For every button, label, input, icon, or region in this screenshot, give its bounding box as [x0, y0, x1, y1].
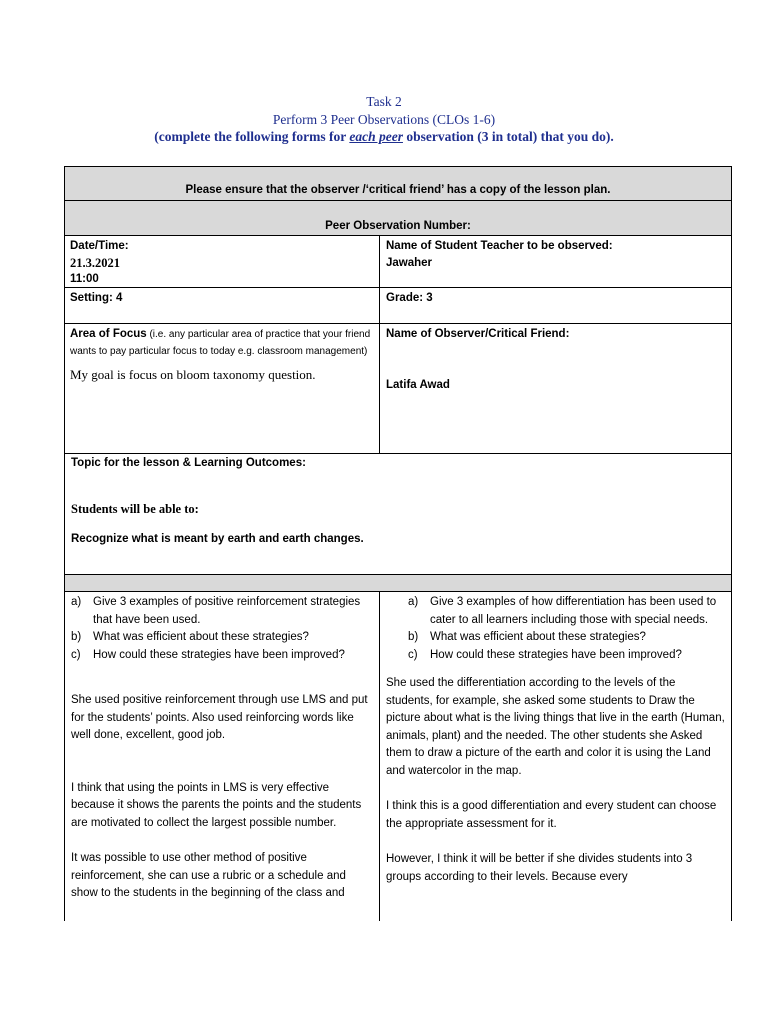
setting-grade-row: [65, 288, 731, 324]
differentiation-cell: [380, 592, 731, 921]
setting-cell: [65, 288, 380, 323]
task-subtitle: Perform 3 Peer Observations (CLOs 1-6): [272, 111, 496, 127]
differentiation-answer-3[interactable]: However, I think it will be better if she divides students into 3 groups according to their levels. Because every: [386, 853, 693, 883]
time-value[interactable]: 11:00: [70, 273, 99, 285]
grade-label: Grade: 3: [386, 292, 433, 304]
students-able-label: Students will be able to:: [71, 502, 199, 516]
focus-cell: [65, 324, 380, 453]
date-value[interactable]: 21.3.2021: [70, 256, 120, 270]
observer-label: Name of Observer/Critical Friend:: [386, 328, 570, 340]
task-title: Task 2: [366, 94, 402, 109]
observer-cell: [380, 324, 731, 453]
student-teacher-cell: [380, 236, 731, 287]
student-teacher-label: Name of Student Teacher to be observed:: [386, 240, 613, 252]
document-header: [0, 93, 768, 146]
peer-observation-form: [64, 166, 732, 921]
datetime-teacher-row: [65, 236, 731, 288]
reinforcement-cell: [65, 592, 380, 921]
reinforcement-questions: [71, 594, 373, 664]
reinforcement-answer-3[interactable]: It was possible to use other method of positive reinforcement, she can use a rubric or a schedule and show to the students in the beginning of the class and: [71, 852, 346, 899]
focus-observer-row: [65, 324, 731, 454]
question-item: a) Give 3 examples of positive reinforcement strategies that have been used.: [71, 596, 361, 626]
focus-value[interactable]: My goal is focus on bloom taxonomy question.: [70, 367, 316, 382]
student-teacher-value[interactable]: Jawaher: [386, 257, 433, 269]
reflection-row: [65, 592, 731, 921]
observation-number-row: [65, 201, 731, 236]
question-item: c) How could these strategies have been improved?: [71, 648, 345, 661]
observer-value[interactable]: Latifa Awad: [386, 379, 450, 391]
question-item: a) Give 3 examples of how differentiation has been used to cater to all learners including those with special needs.: [408, 596, 717, 626]
question-item: b) What was efficient about these strategies?: [408, 631, 646, 643]
question-item: c) How could these strategies have been improved?: [408, 648, 682, 661]
task-instructions: (complete the following forms for each peer observation (3 in total) that you do).: [154, 129, 614, 144]
learning-outcome[interactable]: Recognize what is meant by earth and earth changes.: [71, 533, 364, 545]
topic-cell: [65, 454, 731, 548]
lesson-plan-notice-row: [65, 167, 731, 201]
focus-hint: (i.e. any particular area of practice that your friend wants to pay particular focus to today e.g. classroom management): [70, 329, 371, 357]
lesson-plan-notice: Please ensure that the observer /‘critical friend’ has a copy of the lesson plan.: [185, 184, 611, 196]
datetime-cell: [65, 236, 380, 287]
datetime-label: Date/Time:: [70, 240, 129, 252]
topic-row: [65, 454, 731, 575]
observation-number-label: Peer Observation Number:: [325, 220, 471, 232]
reinforcement-answer-2[interactable]: I think that using the points in LMS is very effective because it shows the parents the points and the students are motivated to collect the largest possible number.: [71, 781, 362, 829]
differentiation-answer-1[interactable]: She used the differentiation according to the levels of the students, for example, she asked some students to Draw the picture about what is the living things that live in the earth (Human, animals, plant) and the needed. The other students she Asked them to draw a picture of the earth and color it is using the Land and watercolor in the map.: [386, 677, 725, 777]
emphasis-each-peer: each peer: [349, 129, 403, 144]
reinforcement-answer-1[interactable]: She used positive reinforcement through use LMS and put for the students’ points. Also used reinforcing words like well done, excellent, good job.: [71, 694, 368, 741]
spacer-row: [65, 575, 731, 592]
setting-label: Setting: 4: [70, 292, 123, 304]
differentiation-questions: [408, 594, 725, 664]
question-item: b) What was efficient about these strategies?: [71, 631, 309, 643]
topic-label: Topic for the lesson & Learning Outcomes:: [71, 457, 306, 469]
differentiation-answer-2[interactable]: I think this is a good differentiation and every student can choose the appropriate assessment for it.: [386, 800, 717, 830]
focus-label: Area of Focus: [70, 328, 147, 340]
grade-cell: [380, 288, 731, 323]
